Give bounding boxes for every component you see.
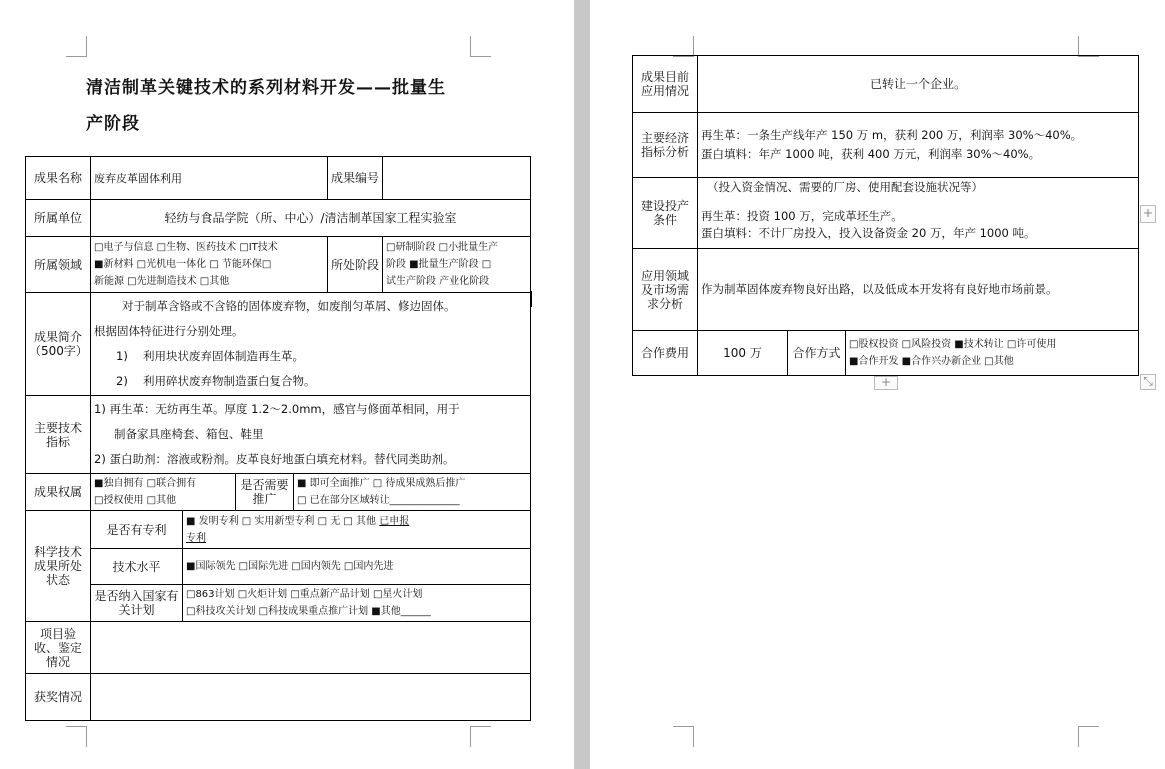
owner-options-line: □授权使用 □其他 [94, 495, 177, 506]
economic-label: 主要经济指标分析 [633, 113, 698, 178]
stage-options-line: 阶段 ■批量生产阶段 □ [386, 259, 492, 270]
construction-label: 建设投产条件 [633, 178, 698, 249]
cooperation-mode-line: □股权投资 □风险投资 ■技术转让 □许可使用 [849, 339, 1057, 350]
cooperation-mode-options[interactable] [846, 331, 1139, 376]
number-label: 成果编号 [328, 157, 383, 200]
document-page-left [0, 0, 574, 769]
stage-options-line: 试生产阶段 产业化阶段 [386, 276, 490, 287]
spec-label: 主要技术指标 [26, 396, 91, 474]
page-crop-mark [1078, 36, 1099, 57]
table-resize-handle[interactable]: ⤡ [1140, 374, 1156, 390]
page-crop-mark [66, 36, 87, 57]
acceptance-value[interactable] [91, 622, 531, 674]
spec-line: 2) 蛋白助剂：溶液或粉剂。皮革良好地蛋白填充材料。替代同类助剂。 [94, 452, 455, 466]
patent-label: 是否有专利 [91, 511, 183, 549]
name-value[interactable]: 废弃皮革固体利用 [91, 157, 328, 200]
intro-content[interactable] [91, 293, 531, 396]
spec-line: 制备家具座椅套、箱包、鞋里 [114, 427, 264, 441]
national-plan-label: 是否纳入国家有关计划 [91, 585, 183, 622]
status-table [25, 510, 531, 622]
promotion-label: 是否需要推广 [236, 474, 294, 511]
fee-value[interactable]: 100 万 [698, 331, 788, 376]
application-table [632, 55, 1139, 331]
document-title[interactable]: 清洁制革关键技术的系列材料开发——批量生 [86, 78, 446, 98]
text-cursor [530, 291, 532, 307]
status-label: 科学技术成果所处状态 [26, 511, 91, 622]
field-options-line: 新能源 □先进制造技术 □其他 [94, 276, 230, 287]
construction-line: 蛋白填料：不计厂房投入，投入设备资金 20 万，年产 1000 吨。 [701, 226, 1036, 240]
patent-options-line: 专利 [186, 532, 206, 544]
field-options-line: ■新材料 □光机电一体化 □ 节能环保□ [94, 259, 272, 270]
tech-level-options[interactable]: ■国际领先 □国际先进 □国内领先 □国内先进 [183, 549, 531, 585]
national-plan-options[interactable] [183, 585, 531, 622]
fee-label: 合作费用 [633, 331, 698, 376]
patent-options[interactable] [183, 511, 531, 549]
market-label: 应用领域及市场需求分析 [633, 249, 698, 331]
name-label: 成果名称 [26, 157, 91, 200]
page-crop-mark [470, 726, 491, 747]
acceptance-table [25, 621, 531, 721]
owner-options-line: ■独自拥有 □联合拥有 [94, 478, 197, 489]
page-crop-mark [470, 36, 491, 57]
page-crop-mark [673, 36, 694, 57]
patent-options-line [186, 513, 527, 530]
promotion-options-line: □ 已在部分区域转让______________ [297, 495, 460, 506]
page-crop-mark [66, 726, 87, 747]
intro-list-item: 2) 利用碎状废弃物制造蛋白复合物。 [116, 374, 316, 388]
intro-list-item: 1) 利用块状废弃固体制造再生革。 [116, 349, 304, 363]
national-plan-line: □863计划 □火炬计划 □重点新产品计划 □星火计划 [186, 589, 423, 600]
ownership-table [25, 473, 531, 511]
field-options-line: □电子与信息 □生物、医药技术 □IT技术 [94, 242, 278, 253]
economic-content[interactable] [698, 113, 1139, 178]
page-gutter [574, 0, 590, 769]
intro-label: 成果简介（500字） [26, 293, 91, 396]
award-value[interactable] [91, 674, 531, 721]
patent-applied-text: 已申报 [379, 515, 410, 527]
patent-options-text: ■ 发明专利 □ 实用新型专利 □ 无 □ 其他 [186, 515, 377, 527]
achievement-table [25, 156, 531, 474]
document-page-right [590, 0, 1165, 769]
award-label: 获奖情况 [26, 674, 91, 721]
cooperation-mode-label: 合作方式 [788, 331, 846, 376]
construction-content[interactable] [698, 178, 1139, 249]
national-plan-line: □科技攻关计划 □科技成果重点推广计划 ■其他______ [186, 606, 431, 617]
owner-options[interactable] [91, 474, 236, 511]
promotion-options-line: ■ 即可全面推广 □ 待成果成熟后推广 [297, 478, 466, 489]
application-label: 成果目前应用情况 [633, 56, 698, 113]
acceptance-label: 项目验收、鉴定情况 [26, 622, 91, 674]
number-value[interactable] [383, 157, 531, 200]
document-title-continued[interactable]: 产阶段 [86, 114, 140, 134]
cooperation-mode-line: ■合作开发 ■合作兴办新企业 □其他 [849, 356, 1014, 367]
tech-level-label: 技术水平 [91, 549, 183, 585]
page-crop-mark [1078, 726, 1099, 747]
unit-label: 所属单位 [26, 200, 91, 237]
owner-label: 成果权属 [26, 474, 91, 511]
page-crop-mark [673, 726, 694, 747]
intro-paragraph: 根据固体特征进行分别处理。 [94, 324, 244, 338]
spec-content[interactable] [91, 396, 531, 474]
promotion-options[interactable] [294, 474, 531, 511]
construction-line: （投入资金情况、需要的厂房、使用配套设施状况等） [707, 180, 983, 194]
market-value[interactable]: 作为制革固体废弃物良好出路，以及低成本开发将有良好地市场前景。 [698, 249, 1139, 331]
construction-line: 再生革：投资 100 万，完成革坯生产。 [701, 209, 903, 223]
spec-line: 1) 再生革：无纺再生革。厚度 1.2～2.0mm，感官与修面革相同，用于 [94, 402, 460, 416]
add-row-button[interactable]: + [874, 376, 898, 390]
promotion-transfer-option: □ 已在部分区域转让 [297, 495, 390, 506]
economic-line: 蛋白填料：年产 1000 吨，获利 400 万元，利润率 30%～40%。 [701, 147, 1041, 161]
application-value[interactable]: 已转让一个企业。 [698, 56, 1139, 113]
stage-options[interactable] [383, 237, 531, 293]
field-label: 所属领域 [26, 237, 91, 293]
stage-label: 所处阶段 [328, 237, 383, 293]
field-options[interactable] [91, 237, 328, 293]
add-column-button[interactable]: + [1140, 205, 1156, 223]
economic-line: 再生革：一条生产线年产 150 万 m，获利 200 万，利润率 30%～40%。 [701, 128, 1083, 142]
cooperation-table [632, 330, 1139, 376]
unit-value[interactable]: 轻纺与食品学院（所、中心）/清洁制革国家工程实验室 [91, 200, 531, 237]
construction-spacer [701, 196, 1135, 208]
stage-options-line: □研制阶段 □小批量生产 [386, 242, 499, 253]
intro-paragraph: 对于制革含铬或不含铬的固体废弃物，如废削匀革屑、修边固体。 [122, 299, 456, 313]
